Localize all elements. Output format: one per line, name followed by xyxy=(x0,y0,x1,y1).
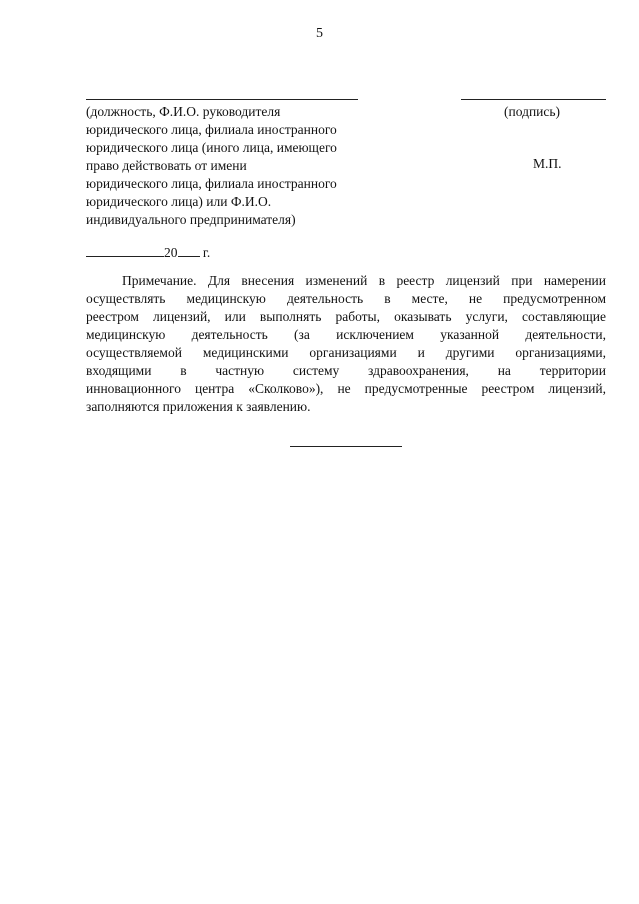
position-signature-line xyxy=(86,99,358,100)
date-year-blank xyxy=(178,243,200,257)
position-caption-line: юридического лица) или Ф.И.О. xyxy=(86,194,272,209)
date-field xyxy=(86,243,210,262)
position-caption-line: индивидуального предпринимателя) xyxy=(86,212,296,227)
stamp-caption: М.П. xyxy=(533,156,562,171)
end-of-document-rule xyxy=(290,446,402,447)
note-line: Примечание. Для внесения изменений в реестр лицензий при намерении xyxy=(122,273,606,288)
position-caption-line: (должность, Ф.И.О. руководителя xyxy=(86,104,281,119)
position-caption-line: юридического лица (иного лица, имеющего xyxy=(86,140,337,155)
note-line: медицинскую деятельность (за исключением указанной деятельности, xyxy=(86,327,606,342)
position-caption-line: юридического лица, филиала иностранного xyxy=(86,122,337,137)
page-number: 5 xyxy=(316,26,323,41)
note-line: реестром лицензий, или выполнять работы, оказывать услуги, составляющие xyxy=(86,309,606,324)
note-line: заполняются приложения к заявлению. xyxy=(86,399,311,414)
position-caption xyxy=(86,103,386,229)
note-line: осуществлять медицинскую деятельность в месте, не предусмотренном xyxy=(86,291,606,306)
note-paragraph xyxy=(86,272,606,416)
note-line: инновационного центра «Сколково»), не предусмотренные реестром лицензий, xyxy=(86,381,606,396)
note-line: входящими в частную систему здравоохранения, на территории xyxy=(86,363,606,378)
date-day-blank xyxy=(86,243,164,257)
position-caption-line: право действовать от имени xyxy=(86,158,247,173)
note-line: осуществляемой медицинскими организациями и другими организациями, xyxy=(86,345,606,360)
signature-line xyxy=(461,99,606,100)
position-caption-line: юридического лица, филиала иностранного xyxy=(86,176,337,191)
signature-caption: (подпись) xyxy=(504,104,561,119)
date-century: 20 xyxy=(164,245,178,260)
date-year-suffix: г. xyxy=(202,245,211,260)
